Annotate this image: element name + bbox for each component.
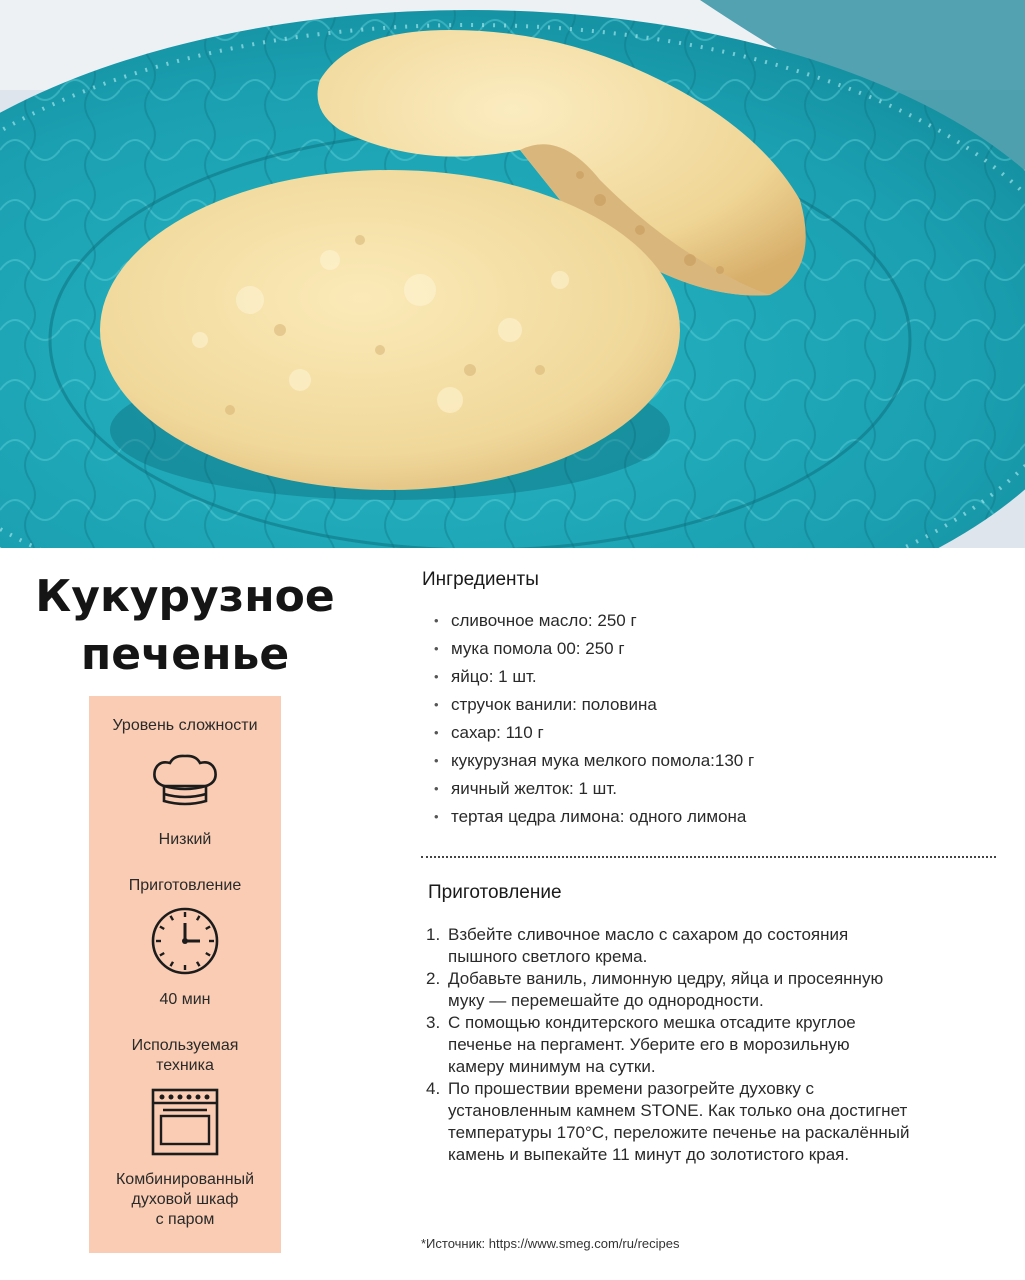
- step-number: 3.: [426, 1013, 441, 1032]
- preparation-heading: Приготовление: [428, 882, 562, 903]
- ingredient-item: • яичный желток: 1 шт.: [430, 775, 754, 803]
- chef-hat-icon: [150, 754, 220, 810]
- step-text-line: температуры 170°C, переложите печенье на раскалённый: [448, 1123, 910, 1142]
- difficulty-value: Низкий: [158, 831, 212, 848]
- step-text-line: пышного светлого крема.: [448, 947, 648, 966]
- recipe-title: [0, 568, 370, 684]
- equipment-label-line2: техника: [156, 1057, 214, 1074]
- step-text-line: камень и выпекайте 11 минут до золотистого края.: [448, 1145, 850, 1164]
- recipe-title-line2: печенье: [80, 629, 290, 680]
- equipment-label-line1: Используемая: [131, 1037, 239, 1054]
- ingredients-list: [430, 607, 754, 831]
- step-text-line: муку — перемешайте до однородности.: [448, 991, 764, 1010]
- step-number: 2.: [426, 969, 441, 988]
- prep-time-block: [89, 876, 281, 1010]
- step-item: [426, 1078, 1001, 1166]
- ingredient-item: • стручок ванили: половина: [430, 691, 754, 719]
- step-text-line: установленным камнем STONE. Как только она достигнет: [448, 1101, 908, 1120]
- difficulty-label: Уровень сложности: [112, 717, 258, 734]
- equipment-value-line3: с паром: [155, 1211, 215, 1228]
- step-item: [426, 924, 1001, 968]
- preparation-steps: [426, 924, 1001, 1166]
- clock-icon: [150, 906, 220, 976]
- ingredients-heading: Ингредиенты: [422, 569, 539, 590]
- step-item: [426, 1012, 1001, 1078]
- ingredient-item: • кукурузная мука мелкого помола:130 г: [430, 747, 754, 775]
- step-text-line: По прошествии времени разогрейте духовку с: [448, 1079, 815, 1098]
- prep-time-value: 40 мин: [159, 991, 211, 1008]
- oven-icon: [151, 1088, 219, 1156]
- ingredient-item: • мука помола 00: 250 г: [430, 635, 754, 663]
- ingredient-item: • сливочное масло: 250 г: [430, 607, 754, 635]
- equipment-value-line1: Комбинированный: [115, 1171, 255, 1188]
- recipe-info-panel: [89, 696, 281, 1253]
- step-number: 1.: [426, 925, 441, 944]
- step-item: [426, 968, 1001, 1012]
- ingredient-item: • тертая цедра лимона: одного лимона: [430, 803, 754, 831]
- prep-time-label: Приготовление: [128, 877, 242, 894]
- equipment-value-line2: духовой шкаф: [131, 1191, 239, 1208]
- step-number: 4.: [426, 1079, 441, 1098]
- source-credit: *Источник: https://www.smeg.com/ru/recipes: [421, 1236, 680, 1251]
- step-text-line: Взбейте сливочное масло с сахаром до состояния: [448, 925, 849, 944]
- step-text-line: Добавьте ваниль, лимонную цедру, яйца и просеянную: [448, 969, 884, 988]
- ingredient-item: • сахар: 110 г: [430, 719, 754, 747]
- difficulty-block: [89, 716, 281, 850]
- section-divider: [421, 856, 996, 858]
- equipment-block: [89, 1036, 281, 1230]
- recipe-title-line1: Кукурузное: [35, 571, 335, 622]
- step-text-line: С помощью кондитерского мешка отсадите круглое: [448, 1013, 856, 1032]
- hero-photo: [0, 0, 1025, 548]
- step-text-line: камеру минимум на сутки.: [448, 1057, 656, 1076]
- step-text-line: печенье на пергамент. Уберите его в морозильную: [448, 1035, 850, 1054]
- ingredient-item: • яйцо: 1 шт.: [430, 663, 754, 691]
